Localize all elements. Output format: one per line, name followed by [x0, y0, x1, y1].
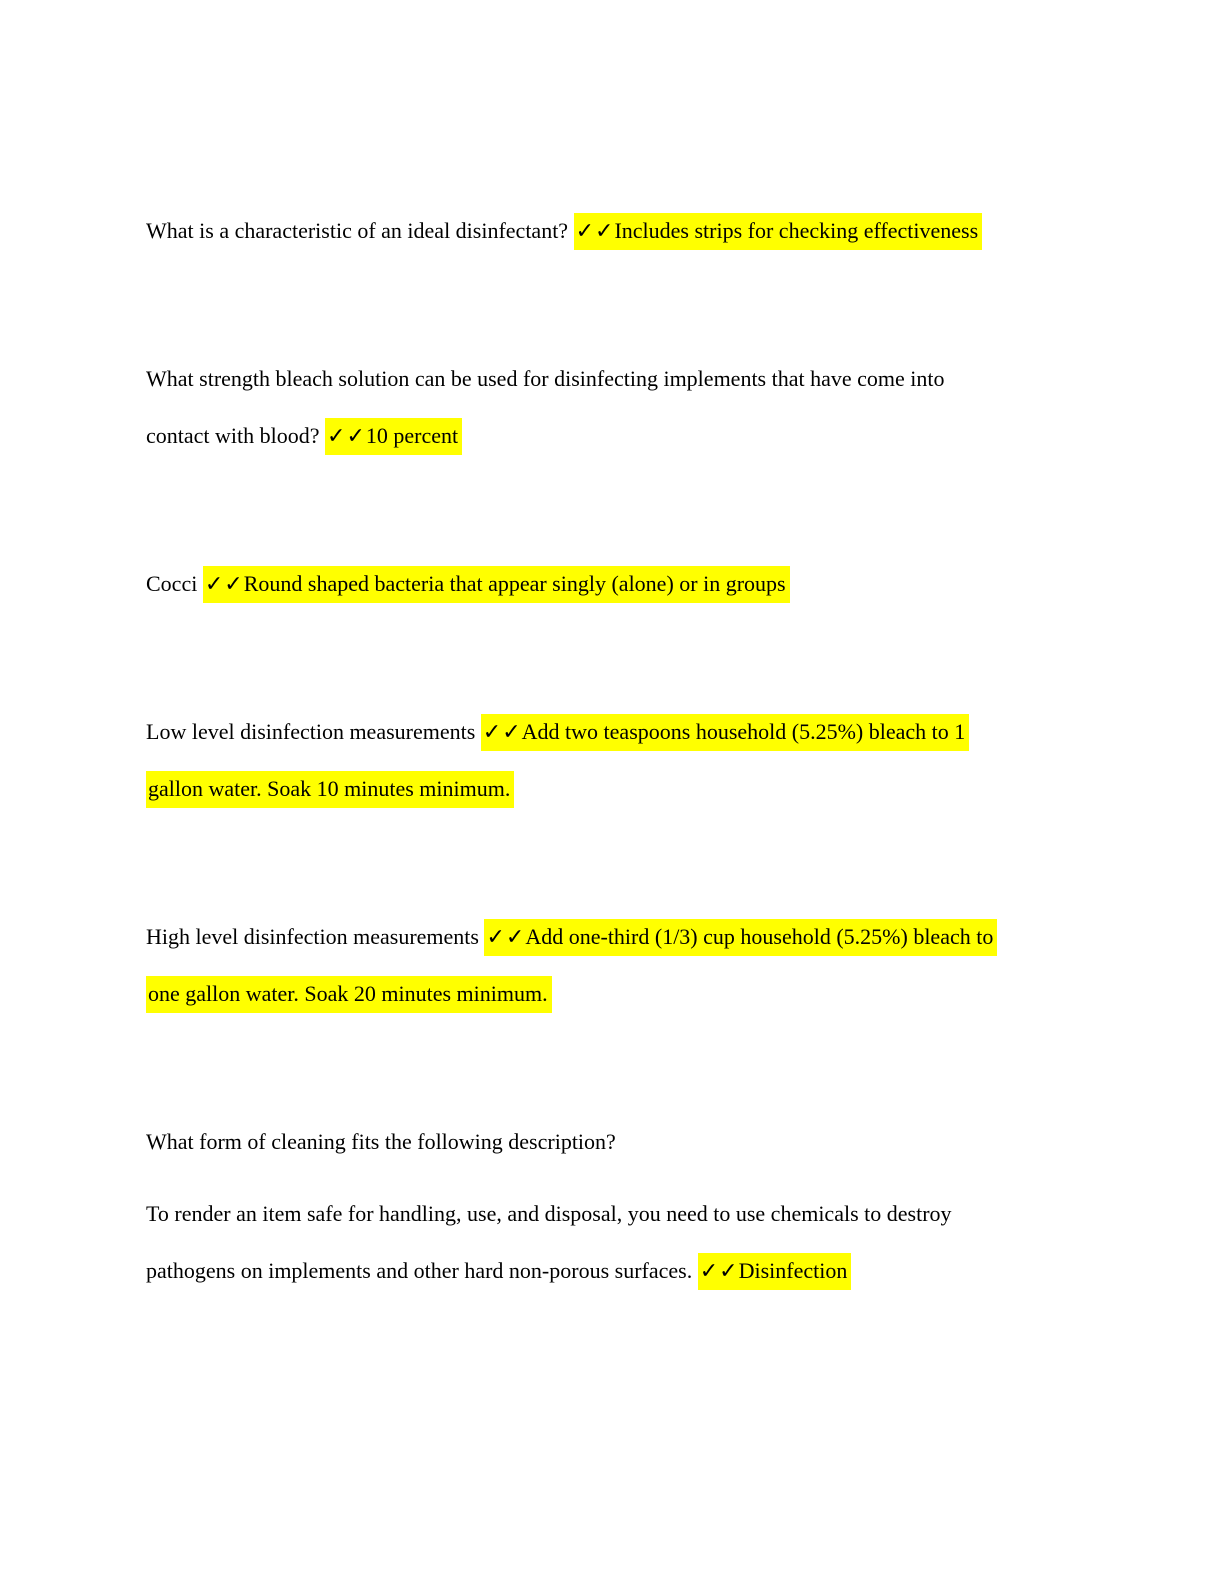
answer-highlight [325, 418, 462, 455]
question-text [146, 1201, 952, 1226]
answer-check-icon: ✓✓ [482, 720, 522, 745]
qa-bleach-strength [146, 350, 1104, 464]
text-line [146, 407, 1104, 464]
answer-check-icon: ✓✓ [327, 424, 366, 449]
segment-text: contact with blood? [146, 423, 326, 448]
answer-highlight [146, 976, 552, 1013]
answer-highlight [481, 714, 969, 751]
qa-high-level-disinfection [146, 908, 1104, 1022]
segment-text: High level disinfection measurements [146, 924, 485, 949]
answer-check-icon: ✓✓ [699, 1259, 739, 1284]
question-text [146, 423, 325, 448]
answer-highlight [203, 566, 790, 603]
question-text [146, 1129, 616, 1154]
text-line [146, 760, 1104, 817]
segment-text: Cocci [146, 571, 203, 596]
text-line [146, 202, 1104, 259]
text-line [146, 1113, 1104, 1170]
segment-text: 10 percent [365, 423, 459, 448]
segment-text: Includes strips for checking effectiveness [614, 218, 979, 243]
question-text [146, 924, 484, 949]
segment-text: What is a characteristic of an ideal disinfectant? [146, 218, 574, 243]
segment-text: gallon water. Soak 10 minutes minimum. [148, 776, 511, 801]
qa-ideal-disinfectant [146, 202, 1104, 259]
answer-check-icon: ✓✓ [486, 925, 526, 950]
qa-cocci [146, 555, 1104, 612]
segment-text: pathogens on implements and other hard non-porous surfaces. [146, 1258, 698, 1283]
text-line [146, 908, 1104, 965]
segment-text: Add one-third (1/3) cup household (5.25%) bleach to [525, 924, 994, 949]
qa-low-level-disinfection [146, 703, 1104, 817]
answer-highlight [574, 213, 983, 250]
segment-text: Add two teaspoons household (5.25%) bleach to 1 [521, 719, 966, 744]
segment-text: What strength bleach solution can be used for disinfecting implements that have come into [146, 366, 945, 391]
text-line [146, 1242, 1104, 1299]
text-line [146, 1185, 1104, 1242]
answer-check-icon: ✓✓ [204, 572, 244, 597]
segment-text: Disinfection [738, 1258, 848, 1283]
answer-highlight [698, 1253, 852, 1290]
question-text [146, 571, 203, 596]
qa-cleaning-form-answer [146, 1185, 1104, 1299]
segment-text: Low level disinfection measurements [146, 719, 481, 744]
answer-highlight [484, 919, 997, 956]
text-line [146, 703, 1104, 760]
segment-text: To render an item safe for handling, use, and disposal, you need to use chemicals to destroy [146, 1201, 952, 1226]
question-text [146, 366, 945, 391]
answer-check-icon: ✓✓ [575, 219, 615, 244]
text-line [146, 350, 1104, 407]
question-text [146, 1258, 698, 1283]
segment-text: one gallon water. Soak 20 minutes minimum. [148, 981, 548, 1006]
text-line [146, 555, 1104, 612]
qa-cleaning-form-question [146, 1113, 1104, 1170]
answer-highlight [146, 771, 514, 808]
question-text [146, 218, 574, 243]
segment-text: What form of cleaning fits the following description? [146, 1129, 616, 1154]
question-text [146, 719, 481, 744]
segment-text: Round shaped bacteria that appear singly (alone) or in groups [243, 571, 786, 596]
document-body [146, 202, 1104, 1299]
text-line [146, 965, 1104, 1022]
